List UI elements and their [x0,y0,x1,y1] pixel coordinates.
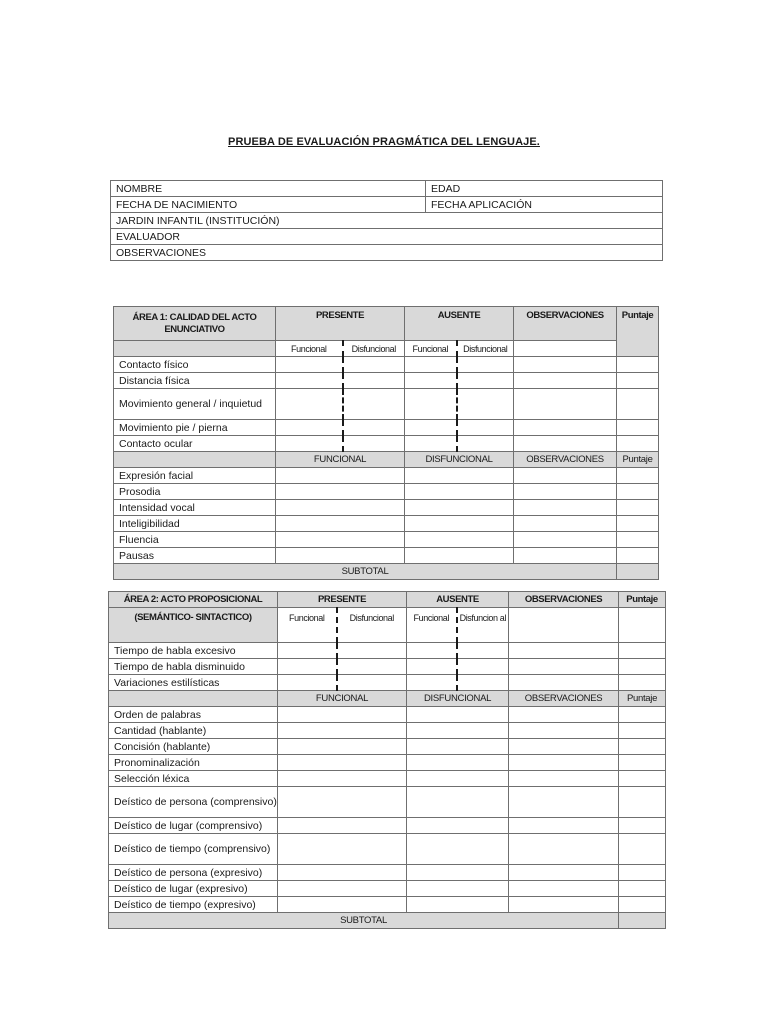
table-row [111,213,663,229]
item-label: Tiempo de habla excesivo [109,643,278,659]
table-row [109,659,666,675]
table-row [111,197,663,213]
cell-puntaje[interactable] [617,468,659,484]
cell-puntaje[interactable] [619,723,666,739]
item-label: Selección léxica [109,771,278,787]
area2-subtotal-value[interactable] [619,913,666,929]
cell-puntaje[interactable] [619,897,666,913]
cell-disfuncional[interactable] [405,532,514,548]
item-label: Variaciones estilísticas [109,675,278,691]
cell-disfuncional[interactable] [407,881,509,897]
area2-subheader-puntaje [619,608,666,643]
table-row [111,181,663,197]
area2-subtitle: (SEMÁNTICO- SINTACTICO) [109,608,278,643]
cell-funcional[interactable] [276,548,405,564]
item-label: Deístico de tiempo (expresivo) [109,897,278,913]
area2-mid-funcional: FUNCIONAL [278,691,407,707]
cell-puntaje[interactable] [617,500,659,516]
cell-observaciones[interactable] [514,420,617,436]
item-label: Inteligibilidad [114,516,276,532]
cell-presente-disfuncional[interactable] [343,389,405,420]
cell-observaciones[interactable] [509,787,619,818]
cell-observaciones[interactable] [509,643,619,659]
table-row [114,516,659,532]
cell-presente-disfuncional[interactable] [337,659,407,675]
cell-disfuncional[interactable] [407,818,509,834]
area1-mid-puntaje: Puntaje [617,452,659,468]
area1-ausente-funcional: Funcional [405,341,457,357]
item-label: Orden de palabras [109,707,278,723]
area1-mid-observaciones: OBSERVACIONES [514,452,617,468]
item-label: Expresión facial [114,468,276,484]
cell-presente-funcional[interactable] [278,643,337,659]
cell-disfuncional[interactable] [405,548,514,564]
area2-mid-header-empty [109,691,278,707]
item-label: Deístico de persona (comprensivo) [109,787,278,818]
cell-funcional[interactable] [276,468,405,484]
cell-observaciones[interactable] [514,389,617,420]
cell-puntaje[interactable] [619,739,666,755]
item-label: Pausas [114,548,276,564]
cell-observaciones[interactable] [509,659,619,675]
cell-ausente-disfuncional[interactable] [457,357,514,373]
cell-puntaje[interactable] [617,373,659,389]
item-label: Distancia física [114,373,276,389]
area2-ausente-disfuncional: Disfuncion al [457,608,509,643]
cell-ausente-funcional[interactable] [407,659,457,675]
table-row [109,865,666,881]
area2-subheader-row [109,608,666,643]
area1-subheader-obs [514,341,617,357]
cell-disfuncional[interactable] [407,897,509,913]
cell-ausente-disfuncional[interactable] [457,643,509,659]
item-label: Fluencia [114,532,276,548]
cell-funcional[interactable] [278,818,407,834]
area2-presente-header: PRESENTE [278,592,407,608]
cell-funcional[interactable] [276,532,405,548]
cell-puntaje[interactable] [617,548,659,564]
area2-mid-header-row [109,691,666,707]
area1-puntaje-header: Puntaje [617,307,659,357]
cell-puntaje[interactable] [619,881,666,897]
cell-presente-disfuncional[interactable] [337,643,407,659]
cell-ausente-funcional[interactable] [405,420,457,436]
table-row [111,245,663,261]
area2-mid-puntaje: Puntaje [619,691,666,707]
cell-puntaje[interactable] [617,357,659,373]
evaluador-field[interactable]: EVALUADOR [111,229,663,245]
cell-puntaje[interactable] [617,516,659,532]
document-title: PRUEBA DE EVALUACIÓN PRAGMÁTICA DEL LENGUAJE. [228,136,540,148]
cell-disfuncional[interactable] [407,739,509,755]
area1-ausente-header: AUSENTE [405,307,514,341]
cell-funcional[interactable] [276,516,405,532]
cell-presente-disfuncional[interactable] [343,420,405,436]
area2-mid-observaciones: OBSERVACIONES [509,691,619,707]
cell-observaciones[interactable] [514,373,617,389]
area2-presente-disfuncional: Disfuncional [337,608,407,643]
table-row [109,739,666,755]
table-row [109,675,666,691]
cell-puntaje[interactable] [619,707,666,723]
table-row [109,787,666,818]
cell-puntaje[interactable] [619,865,666,881]
area2-ausente-header: AUSENTE [407,592,509,608]
table-row [114,389,659,420]
cell-observaciones[interactable] [514,484,617,500]
cell-disfuncional[interactable] [407,707,509,723]
area1-header-row [114,307,659,341]
cell-puntaje[interactable] [619,755,666,771]
area2-table [108,591,666,929]
item-label: Deístico de lugar (expresivo) [109,881,278,897]
item-label: Concisión (hablante) [109,739,278,755]
table-row [114,373,659,389]
item-label: Tiempo de habla disminuido [109,659,278,675]
cell-puntaje[interactable] [617,484,659,500]
item-label: Contacto físico [114,357,276,373]
area2-header-row [109,592,666,608]
cell-puntaje[interactable] [617,420,659,436]
item-label: Movimiento pie / pierna [114,420,276,436]
cell-disfuncional[interactable] [407,723,509,739]
area1-presente-funcional: Funcional [276,341,343,357]
area1-title: ÁREA 1: CALIDAD DEL ACTO ENUNCIATIVO [114,307,276,341]
item-label: Intensidad vocal [114,500,276,516]
area1-mid-funcional: FUNCIONAL [276,452,405,468]
cell-presente-funcional[interactable] [276,357,343,373]
area1-subtotal-row [114,564,659,580]
cell-puntaje[interactable] [619,643,666,659]
table-row [114,484,659,500]
area1-mid-header-empty [114,452,276,468]
cell-disfuncional[interactable] [407,787,509,818]
area2-title: ÁREA 2: ACTO PROPOSICIONAL [109,592,278,608]
cell-ausente-funcional[interactable] [407,643,457,659]
identification-table [110,180,663,261]
area2-ausente-funcional: Funcional [407,608,457,643]
cell-ausente-disfuncional[interactable] [457,389,514,420]
area2-observaciones-header: OBSERVACIONES [509,592,619,608]
item-label: Prosodia [114,484,276,500]
cell-presente-funcional[interactable] [276,389,343,420]
cell-ausente-disfuncional[interactable] [457,659,509,675]
area1-mid-disfuncional: DISFUNCIONAL [405,452,514,468]
area1-subtotal-label: SUBTOTAL [114,564,617,580]
table-row [114,420,659,436]
item-label: Pronominalización [109,755,278,771]
cell-funcional[interactable] [278,897,407,913]
cell-observaciones[interactable] [514,468,617,484]
cell-puntaje[interactable] [617,389,659,420]
cell-observaciones[interactable] [509,834,619,865]
table-row [109,881,666,897]
cell-presente-disfuncional[interactable] [343,436,405,452]
cell-observaciones[interactable] [509,865,619,881]
cell-observaciones[interactable] [514,357,617,373]
cell-presente-disfuncional[interactable] [343,357,405,373]
cell-presente-disfuncional[interactable] [337,675,407,691]
table-row [109,834,666,865]
cell-observaciones[interactable] [514,548,617,564]
area1-table [113,306,659,580]
area1-subheader-empty [114,341,276,357]
cell-funcional[interactable] [278,771,407,787]
cell-funcional[interactable] [276,500,405,516]
jardin-field[interactable]: JARDIN INFANTIL (INSTITUCIÓN) [111,213,663,229]
cell-funcional[interactable] [278,755,407,771]
cell-observaciones[interactable] [509,739,619,755]
cell-ausente-funcional[interactable] [405,436,457,452]
item-label: Deístico de lugar (comprensivo) [109,818,278,834]
table-row [111,229,663,245]
cell-ausente-disfuncional[interactable] [457,373,514,389]
cell-observaciones[interactable] [509,881,619,897]
cell-ausente-funcional[interactable] [405,357,457,373]
table-row [109,897,666,913]
cell-puntaje[interactable] [619,834,666,865]
cell-presente-funcional[interactable] [276,436,343,452]
table-row [109,818,666,834]
cell-disfuncional[interactable] [407,865,509,881]
cell-puntaje[interactable] [619,659,666,675]
table-row [114,548,659,564]
cell-puntaje[interactable] [619,771,666,787]
table-row [114,468,659,484]
cell-presente-funcional[interactable] [278,675,337,691]
cell-puntaje[interactable] [617,532,659,548]
cell-ausente-funcional[interactable] [405,389,457,420]
cell-ausente-disfuncional[interactable] [457,420,514,436]
area2-subheader-obs [509,608,619,643]
area1-presente-disfuncional: Disfuncional [343,341,405,357]
cell-disfuncional[interactable] [405,516,514,532]
area2-subtotal-row [109,913,666,929]
area1-ausente-disfuncional: Disfuncional [457,341,514,357]
table-row [109,755,666,771]
table-row [114,500,659,516]
area2-presente-funcional: Funcional [278,608,337,643]
area1-presente-header: PRESENTE [276,307,405,341]
area1-subtotal-value[interactable] [617,564,659,580]
cell-observaciones[interactable] [509,771,619,787]
cell-puntaje[interactable] [617,436,659,452]
fecha-aplicacion-field[interactable]: FECHA APLICACIÓN [426,197,663,213]
cell-observaciones[interactable] [514,500,617,516]
area2-puntaje-header: Puntaje [619,592,666,608]
area2-mid-disfuncional: DISFUNCIONAL [407,691,509,707]
cell-presente-funcional[interactable] [278,659,337,675]
table-row [109,707,666,723]
nombre-field[interactable]: NOMBRE [111,181,426,197]
item-label: Deístico de tiempo (comprensivo) [109,834,278,865]
area1-observaciones-header: OBSERVACIONES [514,307,617,341]
cell-disfuncional[interactable] [405,484,514,500]
table-row [109,643,666,659]
cell-funcional[interactable] [278,707,407,723]
area1-subheader-row [114,341,659,357]
cell-presente-funcional[interactable] [276,420,343,436]
item-label: Deístico de persona (expresivo) [109,865,278,881]
cell-funcional[interactable] [278,739,407,755]
cell-funcional[interactable] [276,484,405,500]
area2-subtotal-label: SUBTOTAL [109,913,619,929]
cell-ausente-funcional[interactable] [407,675,457,691]
cell-observaciones[interactable] [514,516,617,532]
item-label: Cantidad (hablante) [109,723,278,739]
cell-funcional[interactable] [278,787,407,818]
cell-funcional[interactable] [278,723,407,739]
cell-puntaje[interactable] [619,787,666,818]
table-row [109,771,666,787]
cell-funcional[interactable] [278,865,407,881]
cell-ausente-disfuncional[interactable] [457,436,514,452]
cell-ausente-disfuncional[interactable] [457,675,509,691]
table-row [114,532,659,548]
cell-observaciones[interactable] [509,707,619,723]
table-row [114,436,659,452]
cell-puntaje[interactable] [619,675,666,691]
cell-observaciones[interactable] [514,532,617,548]
cell-disfuncional[interactable] [407,834,509,865]
cell-observaciones[interactable] [509,723,619,739]
cell-observaciones[interactable] [509,897,619,913]
table-row [114,357,659,373]
cell-disfuncional[interactable] [405,468,514,484]
cell-disfuncional[interactable] [407,771,509,787]
cell-ausente-funcional[interactable] [405,373,457,389]
cell-funcional[interactable] [278,834,407,865]
cell-presente-funcional[interactable] [276,373,343,389]
observaciones-field[interactable]: OBSERVACIONES [111,245,663,261]
edad-field[interactable]: EDAD [426,181,663,197]
cell-disfuncional[interactable] [407,755,509,771]
item-label: Contacto ocular [114,436,276,452]
cell-funcional[interactable] [278,881,407,897]
cell-observaciones[interactable] [509,755,619,771]
cell-disfuncional[interactable] [405,500,514,516]
cell-observaciones[interactable] [509,818,619,834]
cell-observaciones[interactable] [509,675,619,691]
cell-observaciones[interactable] [514,436,617,452]
fecha-nacimiento-field[interactable]: FECHA DE NACIMIENTO [111,197,426,213]
cell-presente-disfuncional[interactable] [343,373,405,389]
area1-mid-header-row [114,452,659,468]
table-row [109,723,666,739]
cell-puntaje[interactable] [619,818,666,834]
item-label: Movimiento general / inquietud [114,389,276,420]
